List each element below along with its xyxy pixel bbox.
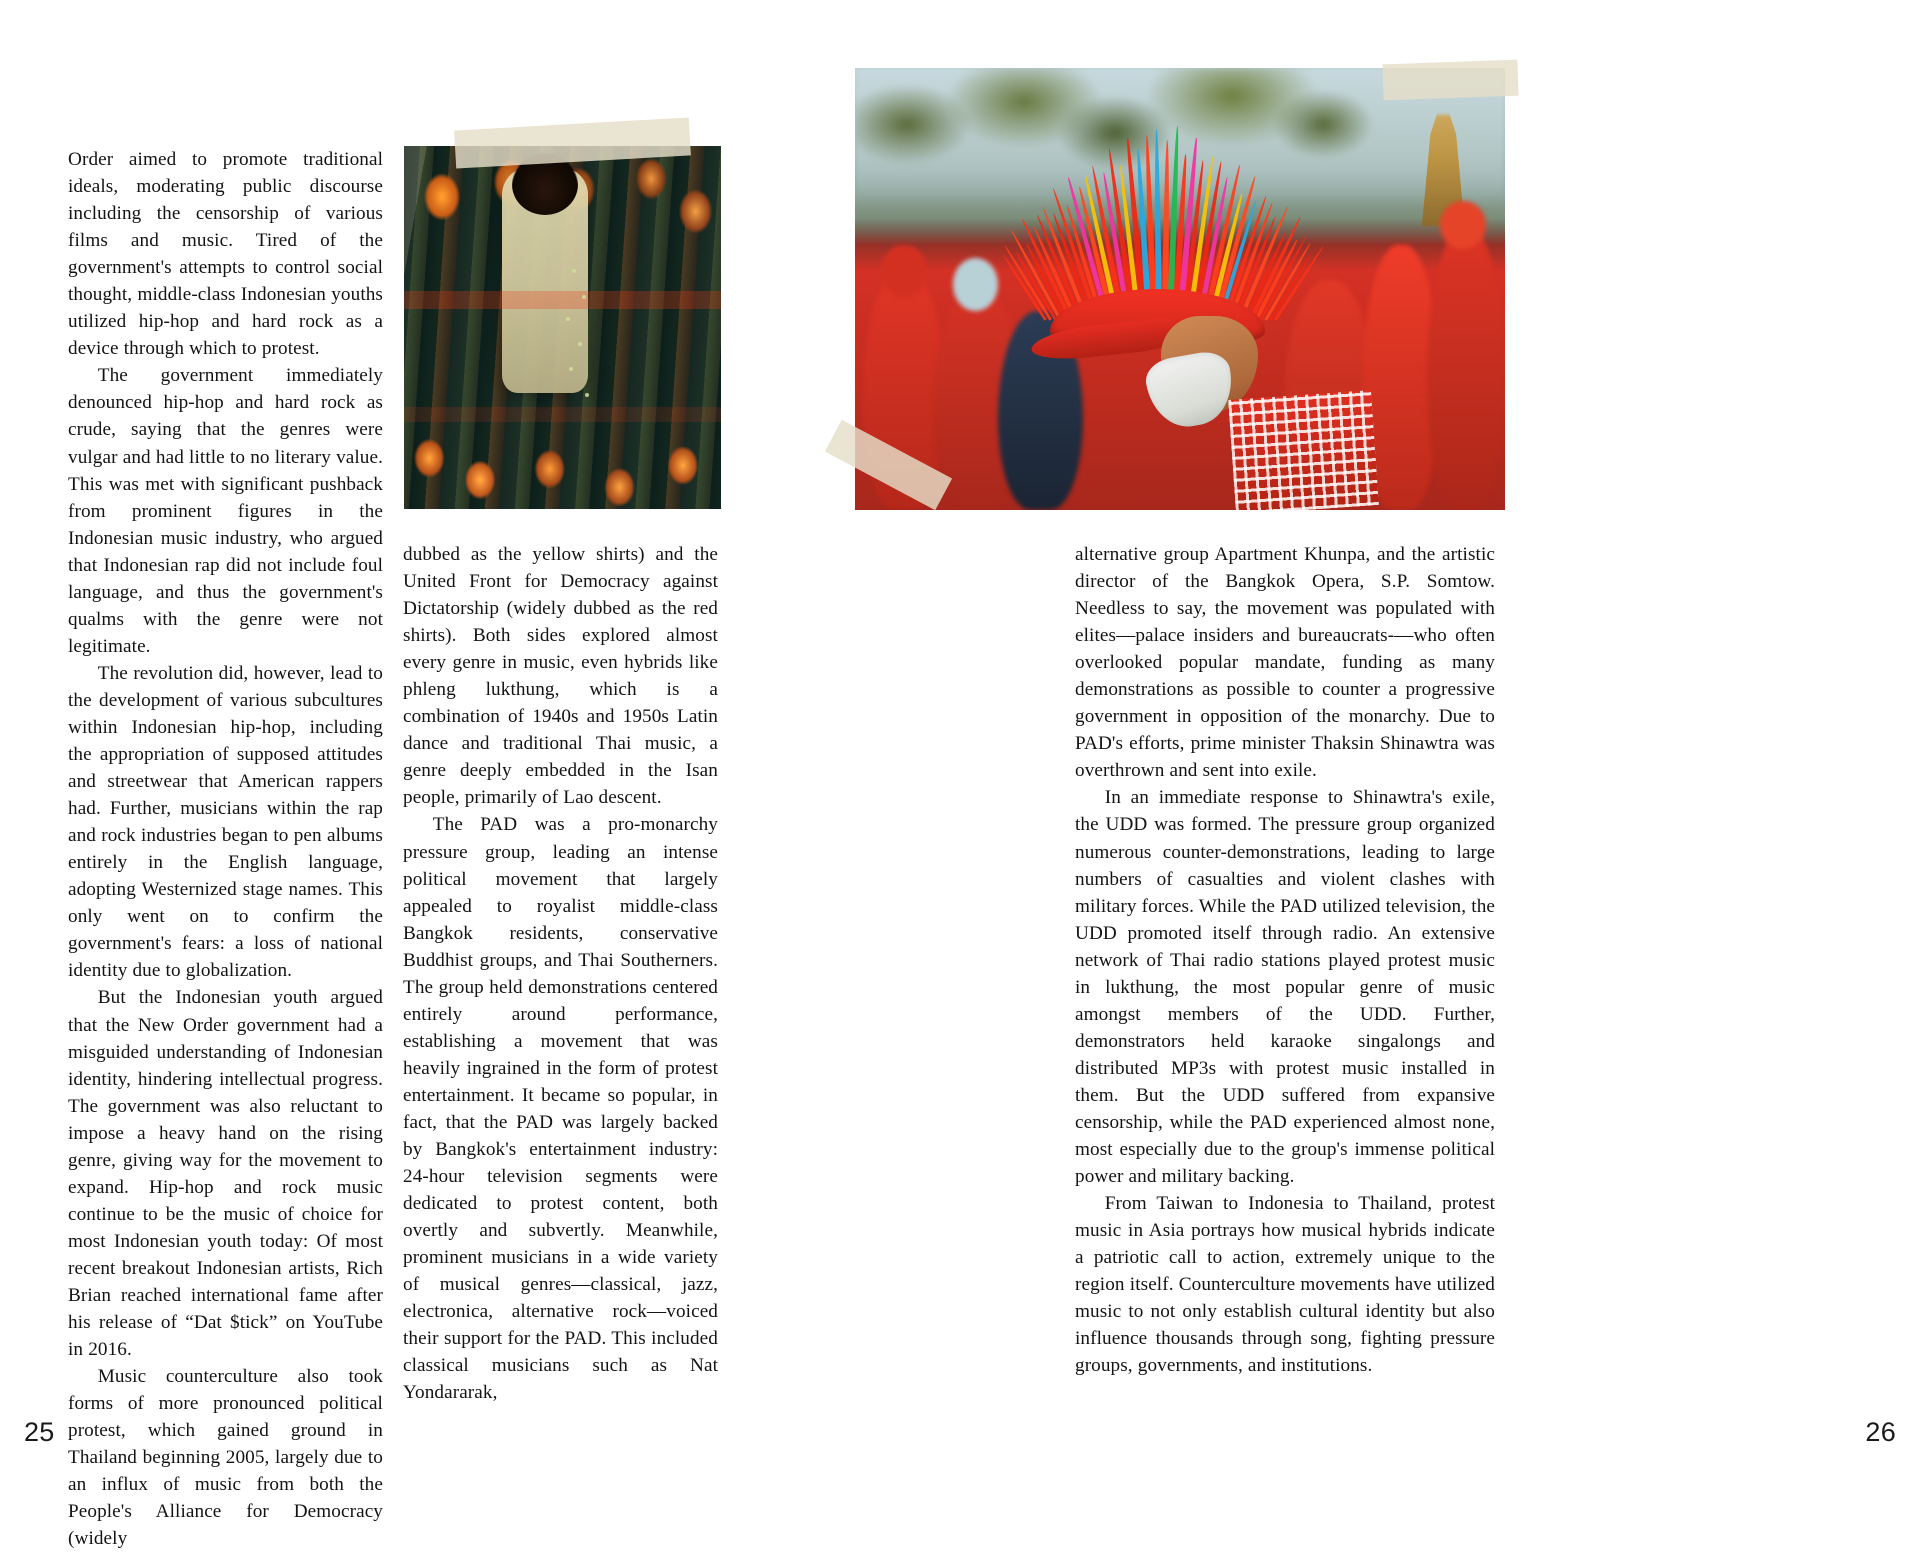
left-page bbox=[0, 0, 960, 1550]
paragraph: Music counterculture also took forms of more pronounced political protest, which gained ground in Thailand beginning 2005, largely due to an influx of music from both the People's Alliance for Democracy (widely bbox=[68, 1366, 383, 1550]
paragraph: The PAD was a pro-monarchy pressure group, leading an intense political movement that largely appealed to royalist middle-class Bangkok residents, conservative Buddhist groups, and Thai Southerners. The group held demonstrations centered entirely around performance, establishing a movement that was heavily ingrained in the form of protest entertainment. It became so popular, in fact, that the PAD was largely backed by Bangkok's entertainment industry: 24-hour television segments were dedicated to protest content, both overtly and subvertly. Meanwhile, prominent musicians in a wide variety of musical genres—classical, jazz, electronica, alternative rock—voiced their support for the PAD. This included classical musicians such as Nat Yondararak, bbox=[403, 814, 718, 1404]
collage-color-band bbox=[404, 407, 721, 422]
crowd-figure bbox=[881, 245, 927, 298]
collage-speck bbox=[585, 393, 589, 397]
tape-strip-photo-top bbox=[1382, 60, 1518, 101]
collage-speck bbox=[582, 295, 586, 299]
folio-page-number-right: 26 bbox=[1865, 1417, 1896, 1447]
paragraph: In an immediate response to Shinawtra's exile, the UDD was formed. The pressure group organized numerous counter-demonstrations, leading to large numbers of casualties and violent clashes with military forces. While the PAD utilized television, the UDD promoted itself through radio. An extensive network of Thai radio stations played protest music in lukthung, the most popular genre of music amongst members of the UDD. Further, demonstrators held karaoke singalongs and distributed MP3s with protest music installed in them. But the UDD suffered from expansive censorship, while the PAD experienced almost none, most especially due to the group's immense political power and military backing. bbox=[1075, 787, 1495, 1188]
collage-color-band bbox=[404, 291, 721, 309]
collage-speck bbox=[566, 317, 570, 321]
protest-photo-canvas bbox=[855, 68, 1505, 510]
crowd-figure bbox=[1427, 227, 1505, 510]
red-shirt-protester-photo bbox=[855, 68, 1505, 510]
crowd-figure bbox=[1440, 201, 1486, 250]
collage-canvas bbox=[404, 146, 721, 509]
left-page-column-2 bbox=[403, 541, 718, 1407]
paragraph: But the Indonesian youth argued that the New Order government had a misguided understanding of Indonesian identity, hindering intellectual progress. The government was also reluctant to impose a heavy hand on the rising genre, giving way for the movement to expand. Hip-hop and rock music continue to be the music of choice for most Indonesian youth today: Of most recent breakout Indonesian artists, Rich Brian reached international fame after his release of “Dat $tick” on YouTube in 2016. bbox=[68, 987, 383, 1361]
surgical-mask bbox=[1142, 348, 1237, 432]
paragraph: Order aimed to promote traditional ideals, moderating public discourse including the censorship of various films and music. Tired of the government's attempts to control social thought, middle-class Indonesian youths utilized hip-hop and hard rock as a device through which to protest. bbox=[68, 149, 383, 360]
left-page-column-1 bbox=[68, 146, 383, 1552]
right-page-column-1 bbox=[1075, 541, 1495, 1379]
folio-page-number-left: 25 bbox=[24, 1417, 55, 1447]
paragraph: From Taiwan to Indonesia to Thailand, protest music in Asia portrays how musical hybrids indicate a patriotic call to action, extremely unique to the region itself. Counterculture movements have utilized music to not only establish cultural identity but also influence thousands through song, fighting pressure groups, governments, and institutions. bbox=[1075, 1193, 1495, 1377]
paragraph: alternative group Apartment Khunpa, and the artistic director of the Bangkok Opera, S.P. Somtow. Needless to say, the movement was populated with elites—palace insiders and bureaucrats-—who often overlooked popular mandate, funding as many demonstrations as possible to counter a progressive government in opposition of the monarchy. Due to PAD's efforts, prime minister Thaksin Shinawtra was overthrown and sent into exile. bbox=[1075, 544, 1495, 782]
paragraph: The government immediately denounced hip-hop and hard rock as crude, saying that the genres were vulgar and had little to no literary value. This was met with significant pushback from prominent figures in the Indonesian music industry, who argued that Indonesian rap did not include foul language, and thus the government's qualms with the genre were not legitimate. bbox=[68, 365, 383, 657]
paragraph: dubbed as the yellow shirts) and the United Front for Democracy against Dictatorship (widely dubbed as the red shirts). Both sides explored almost every genre in music, even hybrids like phleng lukthung, which is a combination of 1940s and 1950s Latin dance and traditional Thai music, a genre deeply embedded in the Isan people, primarily of Lao descent. bbox=[403, 544, 718, 809]
plaid-shirt bbox=[1228, 390, 1379, 510]
crowd-figure bbox=[953, 258, 999, 311]
paragraph: The revolution did, however, lead to the development of various subcultures within Indonesian hip-hop, including the appropriation of supposed attitudes and streetwear that American rappers had. Further, musicians within the rap and rock industries began to pen albums entirely in the English language, adopting Westernized stage names. This only went on to confirm the government's fears: a loss of national identity due to globalization. bbox=[68, 662, 383, 982]
indonesian-music-collage-image bbox=[404, 146, 721, 509]
